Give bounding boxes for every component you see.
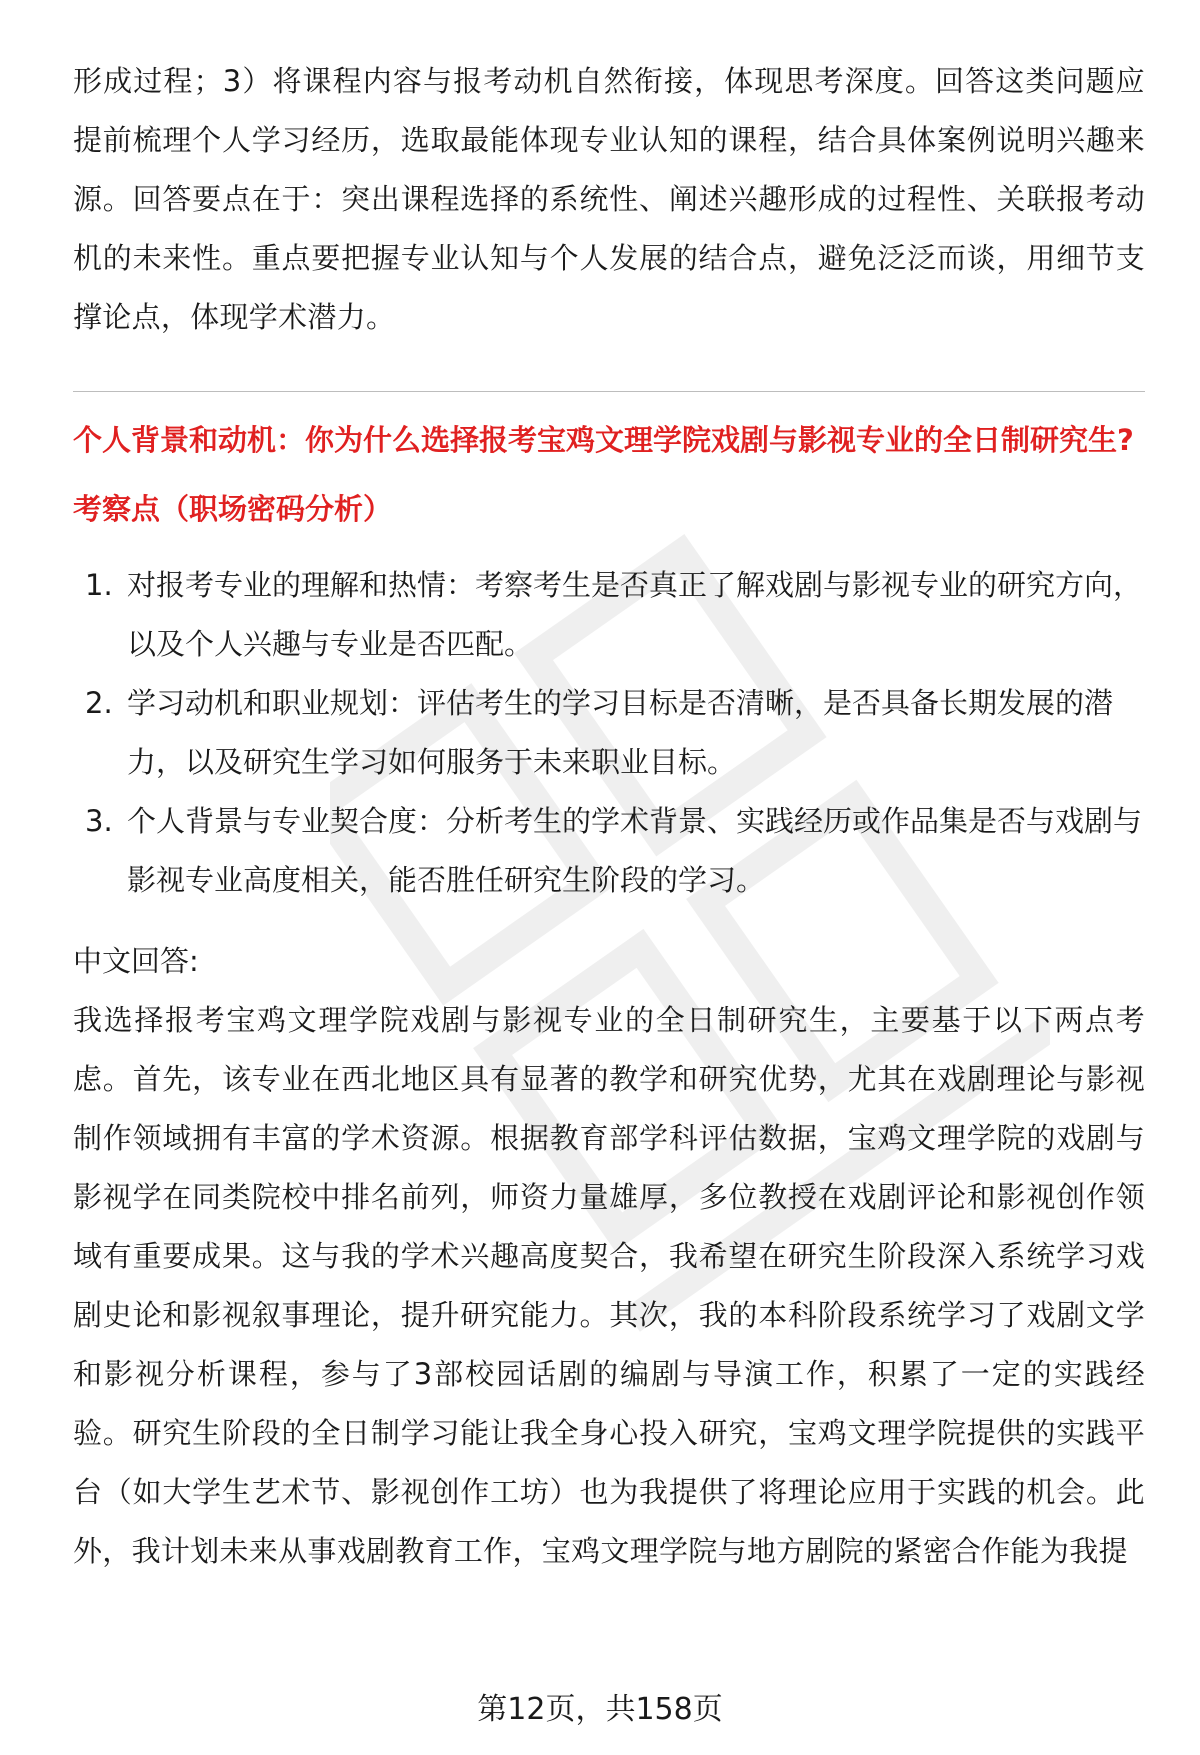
section-divider xyxy=(73,391,1145,392)
question-heading: 个人背景和动机：你为什么选择报考宝鸡文理学院戏剧与影视专业的全日制研究生? xyxy=(73,423,1134,457)
list-item xyxy=(73,556,1145,674)
list-item-number: 3. xyxy=(85,804,113,838)
focus-points-list xyxy=(73,556,1145,910)
list-item xyxy=(73,792,1145,910)
list-item xyxy=(73,674,1145,792)
answer-label: 中文回答: xyxy=(73,944,199,978)
intro-paragraph: 形成过程；3）将课程内容与报考动机自然衔接，体现思考深度。回答这类问题应提前梳理个人学习经历，选取最能体现专业认知的课程，结合具体案例说明兴趣来源。回答要点在于：突出课程选择的系统性、阐述兴趣形成的过程性、关联报考动机的未来性。重点要把握专业认知与个人发展的结合点，避免泛泛而谈，用细节支撑论点，体现学术潜力。 xyxy=(73,64,1145,334)
focus-heading: 考察点（职场密码分析） xyxy=(73,492,393,526)
list-item-text: 个人背景与专业契合度：分析考生的学术背景、实践经历或作品集是否与戏剧与影视专业高度相关，能否胜任研究生阶段的学习。 xyxy=(127,804,1143,897)
page-number-footer: 第12页，共158页 xyxy=(477,1692,723,1727)
list-item-text: 对报考专业的理解和热情：考察考生是否真正了解戏剧与影视专业的研究方向，以及个人兴趣与专业是否匹配。 xyxy=(127,568,1143,661)
page-content xyxy=(73,52,1145,1581)
list-item-text: 学习动机和职业规划：评估考生的学习目标是否清晰，是否具备长期发展的潜力，以及研究生学习如何服务于未来职业目标。 xyxy=(127,686,1114,779)
list-item-number: 2. xyxy=(85,686,113,720)
list-item-number: 1. xyxy=(85,568,113,602)
answer-paragraph: 我选择报考宝鸡文理学院戏剧与影视专业的全日制研究生，主要基于以下两点考虑。首先，该专业在西北地区具有显著的教学和研究优势，尤其在戏剧理论与影视制作领域拥有丰富的学术资源。根据教育部学科评估数据，宝鸡文理学院的戏剧与影视学在同类院校中排名前列，师资力量雄厚，多位教授在戏剧评论和影视创作领域有重要成果。这与我的学术兴趣高度契合，我希望在研究生阶段深入系统学习戏剧史论和影视叙事理论，提升研究能力。其次，我的本科阶段系统学习了戏剧文学和影视分析课程，参与了3部校园话剧的编剧与导演工作，积累了一定的实践经验。研究生阶段的全日制学习能让我全身心投入研究，宝鸡文理学院提供的实践平台（如大学生艺术节、影视创作工坊）也为我提供了将理论应用于实践的机会。此外，我计划未来从事戏剧教育工作，宝鸡文理学院与地方剧院的紧密合作能为我提 xyxy=(73,1003,1145,1568)
